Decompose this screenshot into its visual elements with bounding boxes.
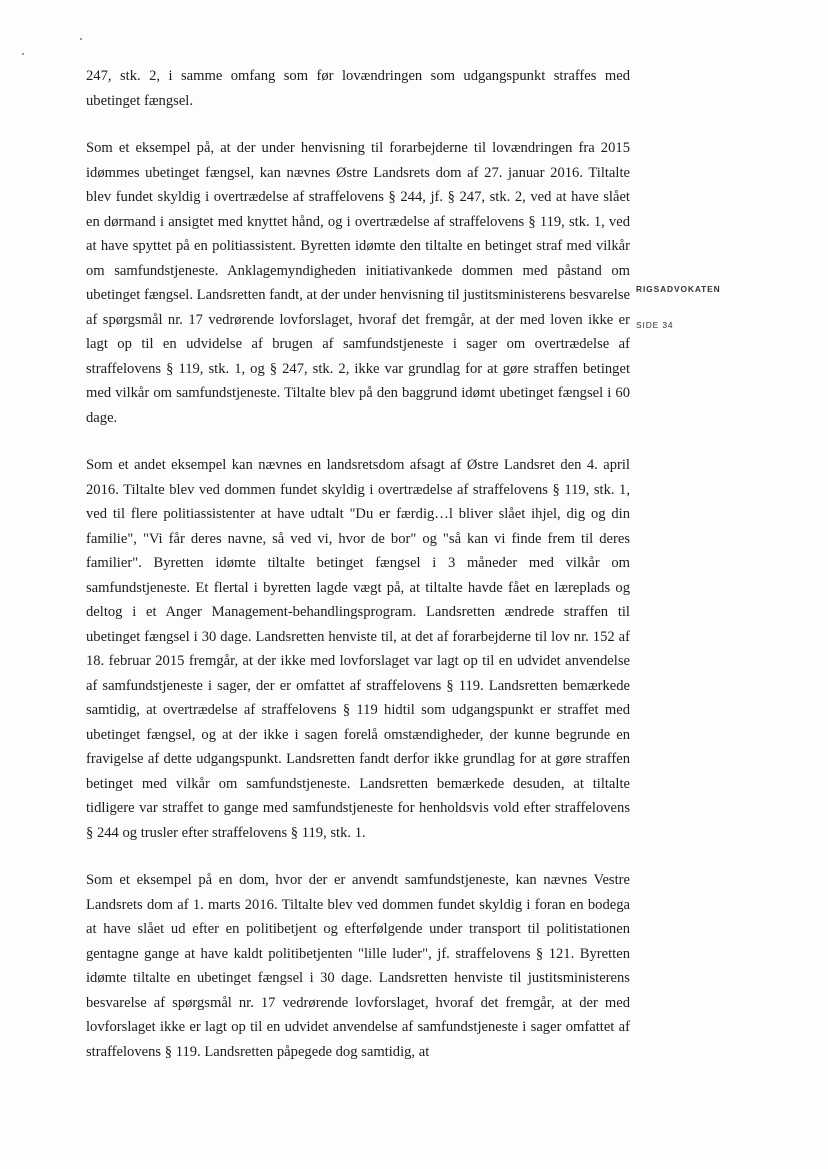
- scan-speck: [80, 38, 82, 40]
- paragraph: 247, stk. 2, i samme omfang som før lovændringen som udgangspunkt straffes med ubetinget fængsel.: [86, 68, 630, 109]
- paragraph: Som et andet eksempel kan nævnes en landsretsdom afsagt af Østre Landsret den 4. april 2016. Tiltalte blev ved dommen fundet skyldig i overtrædelse af straffelovens § 119, stk. 1, ved til flere politiassistenter at have udtalt "Du er færdig…l bliver slået ihjel, dig og din familie", "Vi får deres navne, så ved vi, hvor de bor" og "så kan vi finde frem til deres familier". Byretten idømte tiltalte betinget fængsel i 3 måneder med vilkår om samfundstjeneste. Et flertal i byretten lagde vægt på, at tiltalte havde fået en læreplads og deltog i et Anger Management-behandlingsprogram. Landsretten ændrede straffen til ubetinget fængsel i 30 dage. Landsretten henviste til, at det af forarbejderne til lov nr. 152 af 18. februar 2015 fremgår, at der ikke med lovforslaget var lagt op til en udvidet anvendelse af samfundstjeneste i sager, der er omfattet af straffelovens § 119. Landsretten bemærkede samtidig, at overtrædelse af straffelovens § 119 hidtil som udgangspunkt er straffet med ubetinget fængsel, og at der ikke i sagen forelå omstændigheder, der kunne begrunde en fravigelse af dette udgangspunkt. Landsretten fandt derfor ikke grundlag for at gøre straffen betinget med vilkår om samfundstjeneste. Landsretten bemærkede desuden, at tiltalte tidligere var straffet to gange med samfundstjeneste for henholdsvis vold efter straffelovens § 244 og trusler efter straffelovens § 119, stk. 1.: [86, 457, 630, 841]
- page-sidebar: [636, 283, 721, 331]
- organization-name: RIGSADVOKATEN: [636, 284, 721, 294]
- scan-speck: [22, 53, 24, 55]
- paragraph: Som et eksempel på, at der under henvisning til forarbejderne til lovændringen fra 2015 idømmes ubetinget fængsel, kan nævnes Østre Landsrets dom af 27. januar 2016. Tiltalte blev fundet skyldig i overtrædelse af straffelovens § 244, jf. § 247, stk. 2, ved at have slået en dørmand i ansigtet med knyttet hånd, og i overtrædelse af straffelovens § 119, stk. 1, ved at have spyttet på en politiassistent. Byretten idømte den tiltalte en betinget straf med vilkår om samfundstjeneste. Anklagemyndigheden initiativankede dommen med påstand om ubetinget fængsel. Landsretten fandt, at der under henvisning til justitsministerens besvarelse af spørgsmål nr. 17 vedrørende lovforslaget, hvoraf det fremgår, at der med loven ikke er lagt op til en udvidelse af brugen af samfundstjeneste i sager om overtrædelse af straffelovens § 119, stk. 1, og § 247, stk. 2, ikke var grundlag for at gøre straffen betinget med vilkår om samfundstjeneste. Tiltalte blev på den baggrund idømt ubetinget fængsel i 60 dage.: [86, 140, 630, 426]
- document-body: [86, 64, 630, 1087]
- paragraph: Som et eksempel på en dom, hvor der er anvendt samfundstjeneste, kan nævnes Vestre Landsrets dom af 1. marts 2016. Tiltalte blev ved dommen fundet skyldig i foran en bodega at have slået ud efter en politibetjent og efterfølgende under transport til politistationen gentagne gange at have kaldt politibetjenten "lille luder", jf. straffelovens § 121. Byretten idømte tiltalte en ubetinget fængsel i 30 dage. Landsretten henviste til justitsministerens besvarelse af spørgsmål nr. 17 vedrørende lovforslaget, hvoraf det fremgår, at der med lovforslaget ikke er lagt op til en udvidet anvendelse af samfundstjeneste i sager omfattet af straffelovens § 119. Landsretten påpegede dog samtidig, at: [86, 872, 630, 1060]
- page-number: SIDE 34: [636, 320, 674, 330]
